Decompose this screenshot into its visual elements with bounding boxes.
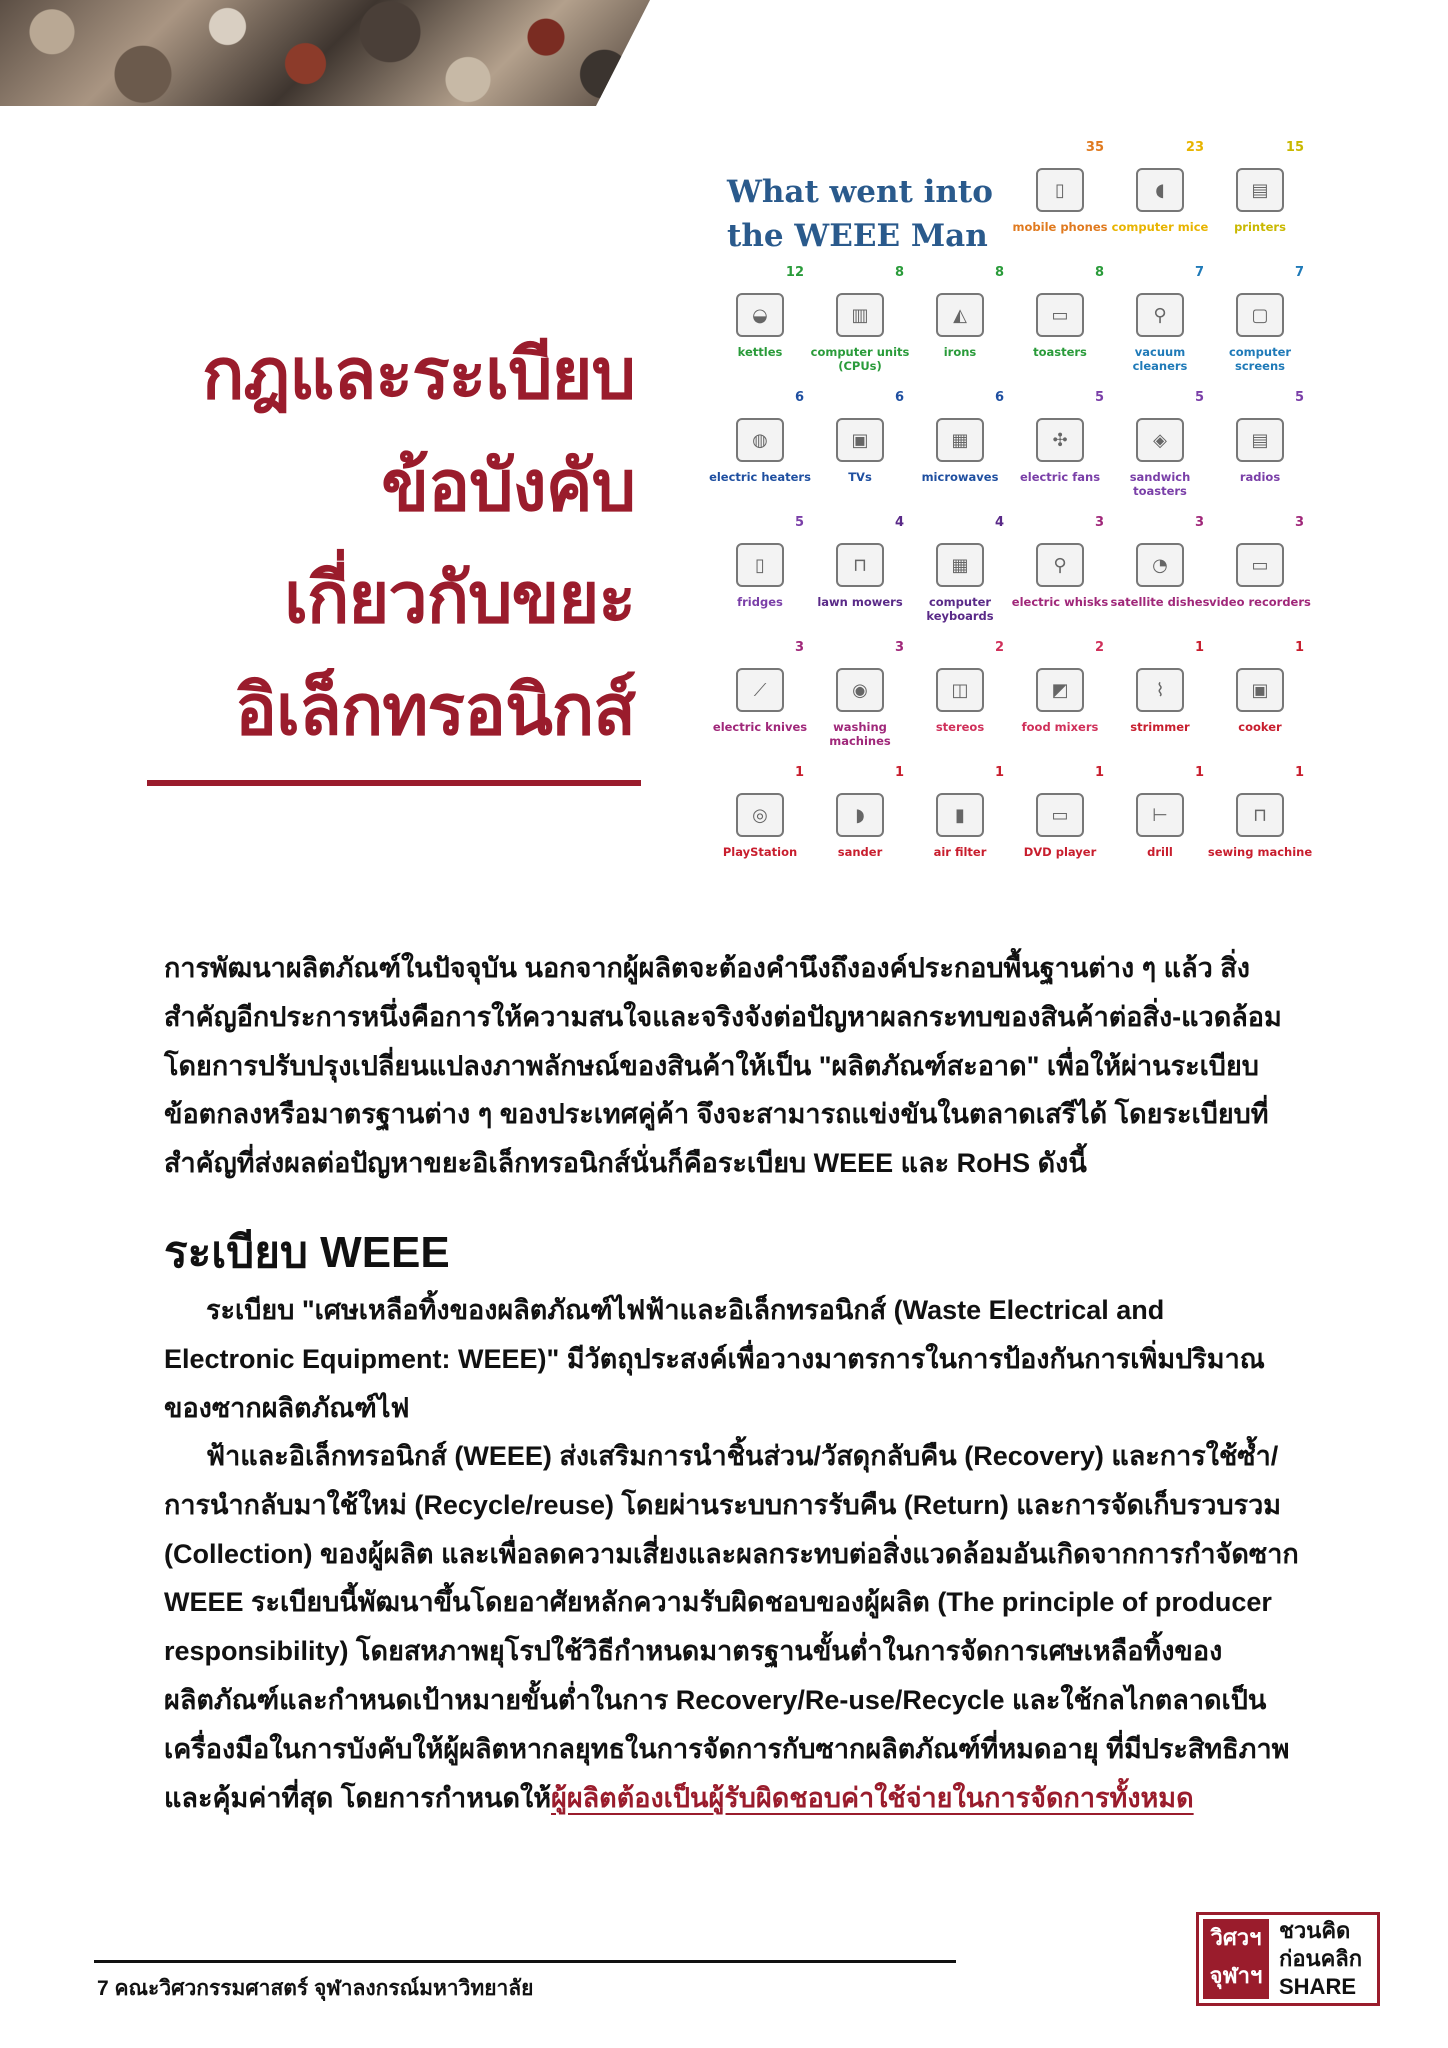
appliance-count: 7 bbox=[1194, 265, 1204, 280]
appliance-item bbox=[1209, 515, 1312, 640]
appliance-label: satellite dishes bbox=[1110, 595, 1210, 609]
appliance-item bbox=[1012, 765, 1112, 890]
appliance-label: sandwich toasters bbox=[1129, 470, 1191, 498]
appliance-item bbox=[912, 640, 1012, 765]
radio-icon: ▤ bbox=[1236, 418, 1284, 462]
appliance-label: video recorders bbox=[1209, 595, 1311, 609]
logo-right-block bbox=[1279, 1917, 1377, 2001]
appliance-count: 1 bbox=[1294, 640, 1304, 655]
appliance-count: 4 bbox=[894, 515, 904, 530]
iron-icon: ◭ bbox=[936, 293, 984, 337]
printer-icon: ▤ bbox=[1236, 168, 1284, 212]
washing-machine-icon: ◉ bbox=[836, 668, 884, 712]
appliance-label: computer keyboards bbox=[926, 595, 994, 623]
appliance-count: 3 bbox=[1294, 515, 1304, 530]
logo-left-block bbox=[1203, 1919, 1269, 1999]
appliance-label: electric fans bbox=[1019, 470, 1101, 484]
appliance-label: computer units (CPUs) bbox=[810, 345, 910, 373]
appliance-label: TVs bbox=[848, 470, 872, 484]
appliance-count: 12 bbox=[785, 265, 804, 280]
appliance-count: 5 bbox=[1294, 390, 1304, 405]
appliance-item bbox=[1012, 265, 1112, 390]
tv-icon: ▣ bbox=[836, 418, 884, 462]
heater-icon: ◍ bbox=[736, 418, 784, 462]
appliance-count: 3 bbox=[1194, 515, 1204, 530]
stereo-icon: ◫ bbox=[936, 668, 984, 712]
header-photo-banner bbox=[0, 0, 650, 106]
vacuum-icon: ⚲ bbox=[1136, 293, 1184, 337]
footer-page-label: 7 คณะวิศวกรรมศาสตร์ จุฬาลงกรณ์มหาวิทยาลัย bbox=[97, 1977, 534, 2000]
appliance-item bbox=[1112, 140, 1212, 265]
appliance-item bbox=[1212, 640, 1312, 765]
cpu-icon: ▥ bbox=[836, 293, 884, 337]
appliance-count: 8 bbox=[994, 265, 1004, 280]
appliance-label: cooker bbox=[1238, 720, 1282, 734]
appliance-count: 1 bbox=[794, 765, 804, 780]
appliance-label: computer screens bbox=[1228, 345, 1292, 373]
video-recorder-icon: ▭ bbox=[1236, 543, 1284, 587]
appliance-label: PlayStation bbox=[722, 845, 798, 859]
appliance-count: 1 bbox=[1094, 765, 1104, 780]
appliance-item bbox=[812, 265, 912, 390]
intro-paragraph: การพัฒนาผลิตภัณฑ์ในปัจจุบัน นอกจากผู้ผลิตจะต้องคำนึงถึงองค์ประกอบพื้นฐานต่าง ๆ แล้ว สิ่งสำคัญอีกประการหนึ่งคือการให้ความสนใจและจริงจังต่อปัญหาผลกระทบของสินค้าต่อสิ่ง-แวดล้อม โดยการปรับปรุงเปลี่ยนแปลงภาพลักษณ์ของสินค้าให้เป็น "ผลิตภัณฑ์สะอาด" เพื่อให้ผ่านระเบียบ ข้อตกลงหรือมาตรฐานต่าง ๆ ของประเทศคู่ค้า จึงจะสามารถแข่งขันในตลาดเสรีได้ โดยระเบียบที่สำคัญที่ส่งผลต่อปัญหาขยะอิเล็กทรอนิกส์นั่นก็คือระเบียบ WEEE และ RoHS ดังนี้ bbox=[164, 953, 1282, 1179]
infographic-heading: What went into the WEEE Man bbox=[727, 174, 993, 254]
title-underline bbox=[147, 780, 641, 786]
appliance-item bbox=[1012, 140, 1112, 265]
appliance-label: electric whisks bbox=[1011, 595, 1109, 609]
phone-icon: ▯ bbox=[1036, 168, 1084, 212]
weee-paragraph-2 bbox=[164, 1432, 1299, 1822]
appliance-label: computer mice bbox=[1111, 220, 1209, 234]
appliance-item bbox=[1212, 390, 1312, 515]
appliance-item bbox=[1012, 640, 1112, 765]
appliance-item bbox=[912, 390, 1012, 515]
appliance-label: printers bbox=[1234, 220, 1286, 234]
section-heading-weee: ระเบียบ WEEE bbox=[164, 1228, 450, 1277]
highlighted-phrase: ผู้ผลิตต้องเป็นผู้รับผิดชอบค่าใช้จ่ายในการจัดการทั้งหมด bbox=[551, 1782, 1194, 1813]
appliance-label: strimmer bbox=[1130, 720, 1190, 734]
footer-divider bbox=[94, 1960, 956, 1963]
appliance-item bbox=[1112, 265, 1212, 390]
appliance-item bbox=[709, 390, 812, 515]
appliance-count: 1 bbox=[994, 765, 1004, 780]
satellite-dish-icon: ◔ bbox=[1136, 543, 1184, 587]
appliance-item bbox=[1207, 765, 1313, 890]
appliance-label: DVD player bbox=[1023, 845, 1097, 859]
appliance-item bbox=[812, 765, 912, 890]
knife-icon: ⟋ bbox=[736, 668, 784, 712]
logo-right-line-2: ก่อนคลิก bbox=[1279, 1946, 1363, 1971]
toaster-icon: ▭ bbox=[1036, 293, 1084, 337]
appliance-item bbox=[1112, 640, 1212, 765]
sander-icon: ◗ bbox=[836, 793, 884, 837]
appliance-item bbox=[812, 515, 912, 640]
appliance-count: 6 bbox=[894, 390, 904, 405]
title-line-4: อิเล็กทรอนิกส์ bbox=[235, 669, 635, 751]
title-line-2: ข้อบังคับ bbox=[381, 445, 635, 527]
appliance-item bbox=[1112, 765, 1212, 890]
appliance-count: 1 bbox=[894, 765, 904, 780]
appliance-count: 5 bbox=[794, 515, 804, 530]
appliance-label: air filter bbox=[933, 845, 987, 859]
appliance-count: 3 bbox=[794, 640, 804, 655]
kettle-icon: ◒ bbox=[736, 293, 784, 337]
weee-paragraph-1: ระเบียบ "เศษเหลือทิ้งของผลิตภัณฑ์ไฟฟ้าและอิเล็กทรอนิกส์ (Waste Electrical and Electronic Equipment: WEEE)" มีวัตถุประสงค์เพื่อวางมาตรการในการป้องกันการเพิ่มปริมาณของซากผลิตภัณฑ์ไฟ bbox=[164, 1295, 1265, 1423]
cooker-icon: ▣ bbox=[1236, 668, 1284, 712]
appliance-count: 1 bbox=[1194, 640, 1204, 655]
sandwich-toaster-icon: ◈ bbox=[1136, 418, 1184, 462]
share-logo bbox=[1196, 1912, 1380, 2006]
fan-icon: ✣ bbox=[1036, 418, 1084, 462]
appliance-count: 15 bbox=[1285, 140, 1304, 155]
appliance-item bbox=[1112, 390, 1212, 515]
logo-right-line-1: ชวนคิด bbox=[1279, 1918, 1351, 1943]
appliance-count: 7 bbox=[1294, 265, 1304, 280]
appliance-count: 1 bbox=[1194, 765, 1204, 780]
logo-left-line-2: จุฬาฯ bbox=[1209, 1963, 1263, 1988]
dvd-player-icon: ▭ bbox=[1036, 793, 1084, 837]
appliance-item bbox=[1012, 390, 1112, 515]
page-title bbox=[140, 318, 635, 766]
appliance-item bbox=[912, 765, 1012, 890]
appliance-count: 2 bbox=[1094, 640, 1104, 655]
monitor-icon: ▢ bbox=[1236, 293, 1284, 337]
appliance-item bbox=[1012, 515, 1112, 640]
appliance-label: electric heaters bbox=[709, 470, 811, 484]
appliance-count: 2 bbox=[994, 640, 1004, 655]
mouse-icon: ◖ bbox=[1136, 168, 1184, 212]
title-line-3: เกี่ยวกับขยะ bbox=[284, 557, 635, 639]
appliance-item bbox=[712, 640, 812, 765]
appliance-count: 8 bbox=[894, 265, 904, 280]
appliance-item bbox=[712, 265, 812, 390]
appliance-label: drill bbox=[1147, 845, 1173, 859]
air-filter-icon: ▮ bbox=[936, 793, 984, 837]
appliance-label: kettles bbox=[737, 345, 783, 359]
appliance-item bbox=[812, 640, 912, 765]
title-line-1: กฎและระเบียบ bbox=[202, 333, 635, 415]
logo-right-line-3: SHARE bbox=[1279, 1974, 1357, 1999]
appliance-count: 8 bbox=[1094, 265, 1104, 280]
appliance-label: mobile phones bbox=[1012, 220, 1108, 234]
appliance-count: 6 bbox=[794, 390, 804, 405]
sewing-machine-icon: ⊓ bbox=[1236, 793, 1284, 837]
appliance-label: lawn mowers bbox=[817, 595, 903, 609]
appliance-count: 4 bbox=[994, 515, 1004, 530]
appliance-label: electric knives bbox=[712, 720, 808, 734]
weee-paragraph-2-text: ฟ้าและอิเล็กทรอนิกส์ (WEEE) ส่งเสริมการนำชิ้นส่วน/วัสดุกลับคืน (Recovery) และการใช้ซ้ำ/การนำกลับมาใช้ใหม่ (Recycle/reuse) โดยผ่านระบบการรับคืน (Return) และการจัดเก็บรวบรวม (Collection) ของผู้ผลิต และเพื่อลดความเสี่ยงและผลกระทบต่อสิ่งแวดล้อมอันเกิดจากการกำจัดซาก WEEE ระเบียบนี้พัฒนาขึ้นโดยอาศัยหลักความรับผิดชอบของผู้ผลิต (The principle of producer responsibility) โดยสหภาพยุโรปใช้วิธีกำหนดมาตรฐานขั้นต่ำในการจัดการเศษเหลือทิ้งของผลิตภัณฑ์และกำหนดเป้าหมายขั้นต่ำในการ Recovery/Re-use/Recycle และใช้กลไกตลาดเป็นเครื่องมือในการบังคับให้ผู้ผลิตหากลยุทธในการจัดการกับซากผลิตภัณฑ์ที่หมดอายุ ที่มีประสิทธิภาพและคุ้มค่าที่สุด โดยการกำหนดให้ bbox=[164, 1441, 1299, 1813]
whisk-icon: ⚲ bbox=[1036, 543, 1084, 587]
appliance-count: 5 bbox=[1094, 390, 1104, 405]
appliance-item bbox=[1112, 515, 1212, 640]
mixer-icon: ◩ bbox=[1036, 668, 1084, 712]
keyboard-icon: ▦ bbox=[936, 543, 984, 587]
appliance-count: 3 bbox=[1094, 515, 1104, 530]
appliance-count: 3 bbox=[894, 640, 904, 655]
appliance-item bbox=[712, 765, 812, 890]
logo-left-line-1: วิศวฯ bbox=[1210, 1925, 1262, 1950]
appliance-item bbox=[712, 515, 812, 640]
appliance-label: radios bbox=[1239, 470, 1281, 484]
strimmer-icon: ⌇ bbox=[1136, 668, 1184, 712]
appliance-count: 6 bbox=[994, 390, 1004, 405]
appliance-label: washing machines bbox=[829, 720, 891, 748]
appliance-label: vacuum cleaners bbox=[1132, 345, 1188, 373]
appliance-item bbox=[912, 515, 1012, 640]
appliance-label: stereos bbox=[935, 720, 985, 734]
appliance-label: fridges bbox=[737, 595, 783, 609]
appliance-count: 35 bbox=[1085, 140, 1104, 155]
appliance-label: microwaves bbox=[921, 470, 999, 484]
appliance-label: irons bbox=[943, 345, 977, 359]
appliance-label: sander bbox=[837, 845, 883, 859]
fridge-icon: ▯ bbox=[736, 543, 784, 587]
appliance-item bbox=[1212, 140, 1312, 265]
appliance-item bbox=[812, 390, 912, 515]
appliance-count: 5 bbox=[1194, 390, 1204, 405]
appliance-label: sewing machine bbox=[1207, 845, 1313, 859]
game-console-icon: ◎ bbox=[736, 793, 784, 837]
appliance-item bbox=[1212, 265, 1312, 390]
appliance-item bbox=[912, 265, 1012, 390]
appliance-count: 1 bbox=[1294, 765, 1304, 780]
appliance-label: toasters bbox=[1033, 345, 1087, 359]
lawnmower-icon: ⊓ bbox=[836, 543, 884, 587]
weee-man-infographic bbox=[709, 140, 1313, 900]
microwave-icon: ▦ bbox=[936, 418, 984, 462]
appliance-label: food mixers bbox=[1021, 720, 1099, 734]
appliance-count: 23 bbox=[1185, 140, 1204, 155]
drill-icon: ⊢ bbox=[1136, 793, 1184, 837]
